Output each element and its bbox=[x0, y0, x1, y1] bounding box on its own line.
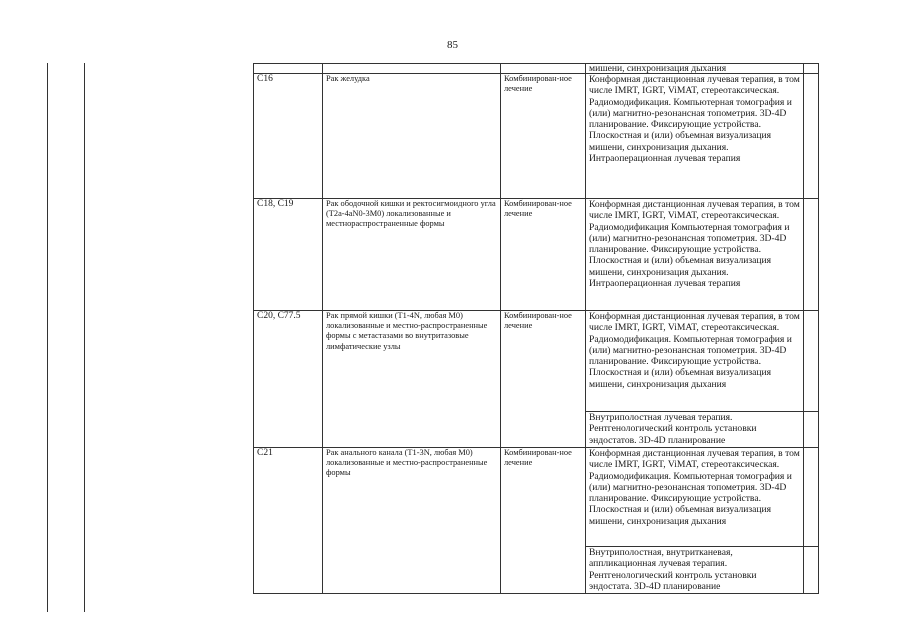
method-cell: Конформная дистанционная лучевая терапия, в том числе IMRT, IGRT, ViMAT, стереотаксическая. Радиомодификация. Компьютерная томография и (или) магнитно-резонансная топометрия. 3D-4D планирование. Фиксирующие устройства. Плоскостная и (или) объемная визуализация мишени, синхронизация дыхания bbox=[586, 448, 804, 547]
method-cell: Внутриполостная, внутритканевая, аппликационная лучевая терапия. Рентгенологический контроль установки эндостата. 3D-4D планирование bbox=[586, 547, 804, 594]
diagnosis-cell: Рак анального канала (T1-3N, любая M0) локализованные и местно-распространенные формы bbox=[323, 448, 501, 594]
table-row bbox=[254, 311, 819, 412]
method-cell: Конформная дистанционная лучевая терапия, в том числе IMRT, IGRT, ViMAT, стереотаксическая. Радиомодификация. Компьютерная томография и (или) магнитно-резонансная топометрия. 3D-4D планирование. Фиксирующие устройства. Плоскостная и (или) объемная визуализация мишени, синхронизация дыхания bbox=[586, 311, 804, 412]
treatment-type-cell: Комбинирован-ное лечение bbox=[501, 311, 586, 448]
method-cell: мишени, синхронизация дыхания bbox=[586, 64, 804, 74]
method-cell: Внутриполостная лучевая терапия. Рентгенологический контроль установки эндостатов. 3D-4D планирование bbox=[586, 412, 804, 448]
treatment-type-cell: Комбинирован-ное лечение bbox=[501, 448, 586, 594]
table-row-continuation bbox=[254, 64, 819, 74]
treatment-type-cell: Комбинирован-ное лечение bbox=[501, 199, 586, 311]
treatment-type-cell: Комбинирован-ное лечение bbox=[501, 74, 586, 199]
icd-code-cell: С21 bbox=[254, 448, 323, 594]
table-row bbox=[254, 74, 819, 199]
method-cell: Конформная дистанционная лучевая терапия, в том числе IMRT, IGRT, ViMAT, стереотаксическая. Радиомодификация. Компьютерная томография и (или) магнитно-резонансная топометрия. 3D-4D планирование. Фиксирующие устройства. Плоскостная и (или) объемная визуализация мишени, синхронизация дыхания. Интраоперационная лучевая терапия bbox=[586, 74, 804, 199]
icd-code-cell: С20, С77.5 bbox=[254, 311, 323, 448]
left-margin-rule bbox=[47, 63, 48, 612]
diagnosis-cell: Рак ободочной кишки и ректосигмоидного угла (T2a-4aN0-3M0) локализованные и местнораспространенные формы bbox=[323, 199, 501, 311]
diagnosis-cell: Рак прямой кишки (T1-4N, любая M0) локализованные и местно-распространенные формы с метастазами во внутритазовые лимфатические узлы bbox=[323, 311, 501, 448]
table-row bbox=[254, 448, 819, 547]
treatment-table bbox=[253, 63, 819, 594]
page-number: 85 bbox=[447, 39, 458, 51]
table-row bbox=[254, 199, 819, 311]
diagnosis-cell: Рак желудка bbox=[323, 74, 501, 199]
left-margin-rule-inner bbox=[84, 63, 85, 612]
method-cell: Конформная дистанционная лучевая терапия, в том числе IMRT, IGRT, ViMAT, стереотаксическая. Радиомодификация Компьютерная томография и (или) магнитно-резонансная топометрия. 3D-4D планирование. Фиксирующие устройства. Плоскостная и (или) объемная визуализация мишени, синхронизация дыхания. Интраоперационная лучевая терапия bbox=[586, 199, 804, 311]
icd-code-cell: С18, С19 bbox=[254, 199, 323, 311]
icd-code-cell: С16 bbox=[254, 74, 323, 199]
